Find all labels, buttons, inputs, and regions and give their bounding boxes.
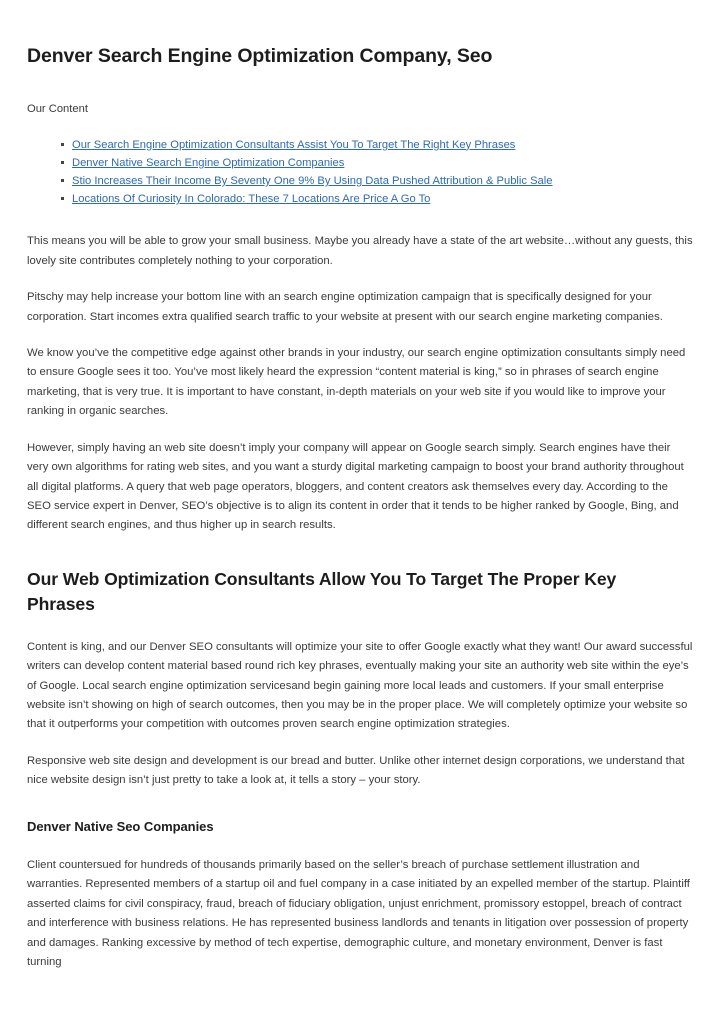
- toc-link-4[interactable]: Locations Of Curiosity In Colorado: These 7 Locations Are Price A Go To: [72, 193, 431, 206]
- section-heading-denver-native: Denver Native Seo Companies: [27, 818, 214, 834]
- contents-label: Our Content: [27, 102, 88, 115]
- toc-link-3[interactable]: Stio Increases Their Income By Seventy One 9% By Using Data Pushed Attribution & Public Sale: [72, 175, 553, 188]
- web-optimization-section: [27, 638, 693, 791]
- section-heading-web-optimization: Our Web Optimization Consultants Allow You To Target The Proper Key Phrases: [27, 568, 617, 614]
- paragraph: Responsive web site design and development is our bread and butter. Unlike other internet design corporations, we understand that nice website design isn’t just pretty to take a look at, it tells a story – your story.: [27, 754, 685, 787]
- denver-native-section: [27, 856, 693, 973]
- paragraph: We know you’ve the competitive edge against other brands in your industry, our search engine optimization consultants simply need to ensure Google sees it too. You’ve most likely heard the expression “content material is king,” so in phrases of search engine marketing, that is very true. It is important to have constant, in-depth materials on your web site if you would like to improve your ranking in organic searches.: [27, 347, 686, 418]
- paragraph: Pitschy may help increase your bottom line with an search engine optimization campaign that is specifically designed for your corporation. Start incomes extra qualified search traffic to your website at present with our search engine marketing companies.: [27, 291, 663, 323]
- table-of-contents: [27, 136, 693, 209]
- list-item: [72, 154, 693, 172]
- paragraph: This means you will be able to grow your small business. Maybe you already have a state of the art website…without any guests, this lovely site contributes completely nothing to your corporation.: [27, 235, 693, 267]
- intro-section: [27, 232, 693, 535]
- paragraph: Client countersued for hundreds of thousands primarily based on the seller’s breach of purchase settlement illustration and warranties. Represented members of a startup oil and fuel company in a case initiated by an expelled member of the startup. Plaintiff asserted claims for civil conspiracy, fraud, breach of fiduciary obligation, unjust enrichment, promissory estoppel, breach of contract and interference with business relations. He has represented business landlords and tenants in litigation over possession of property and damages. Ranking excessive by method of tech expertise, demographic culture, and monetary environment, Denver is fast turning: [27, 858, 690, 968]
- page-title: Denver Search Engine Optimization Company, Seo: [27, 45, 493, 67]
- toc-link-1[interactable]: Our Search Engine Optimization Consultants Assist You To Target The Right Key Phrases: [72, 138, 516, 151]
- paragraph: Content is king, and our Denver SEO consultants will optimize your site to offer Google exactly what they want! Our award successful writers can develop content material based round rich key phrases, eventually making your site an authority web site within the eye’s of Google. Local search engine optimization servicesand begin gaining more local leads and customers. If your small enterprise website isn’t showing on high of search outcomes, then you may be in the proper place. We will completely optimize your website so that it outperforms your competition with outcomes proven search engine optimization strategies.: [27, 640, 693, 731]
- list-item: [72, 136, 693, 154]
- list-item: [72, 172, 693, 190]
- paragraph: However, simply having an web site doesn’t imply your company will appear on Google search simply. Search engines have their very own algorithms for rating web sites, and you want a sturdy digital marketing campaign to boost your brand authority throughout all digital platforms. A query that web page operators, bloggers, and content creators ask themselves every day. According to the SEO service expert in Denver, SEO’s objective is to align its content in order that it tends to be higher ranked by Google, Bing, and different search engines, and thus higher up in search results.: [27, 441, 684, 532]
- list-item: [72, 190, 693, 208]
- toc-link-2[interactable]: Denver Native Search Engine Optimization Companies: [72, 156, 345, 169]
